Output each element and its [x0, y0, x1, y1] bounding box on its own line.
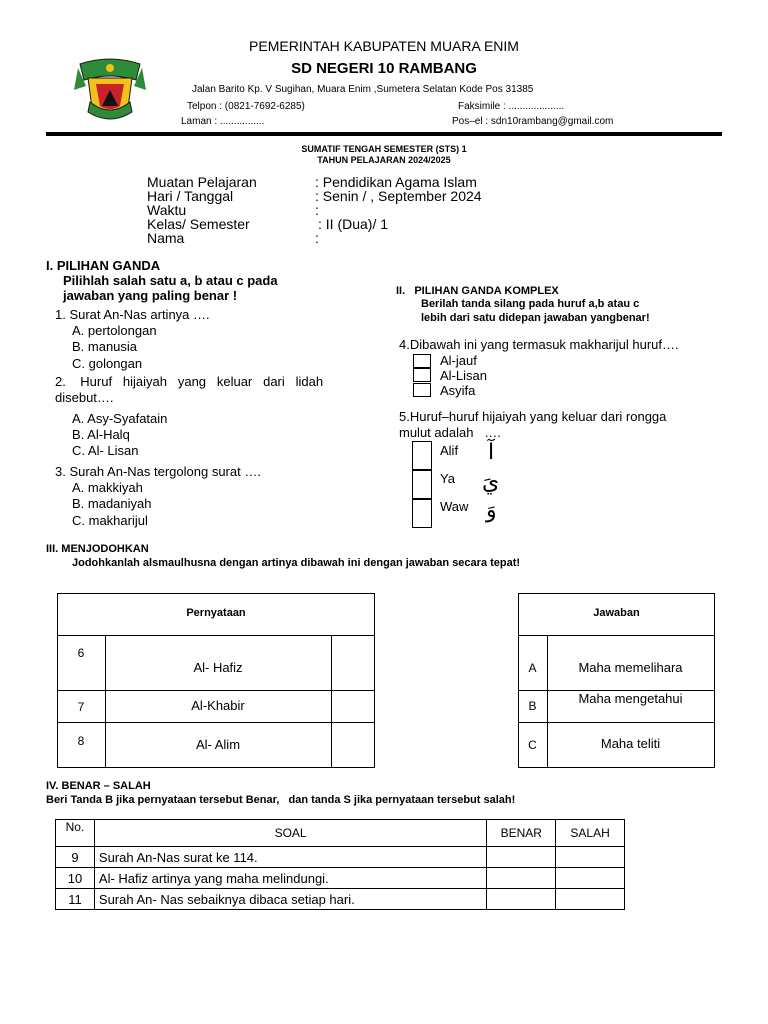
row-no: 10: [56, 868, 95, 889]
q5-checkbox-a[interactable]: [412, 441, 432, 470]
question-5-line2: mulut adalah ….: [399, 425, 501, 440]
matching-statement-header: Pernyataan: [186, 607, 246, 619]
table-header-row: [56, 820, 625, 847]
info-label-class: Kelas/ Semester: [147, 216, 250, 232]
header-soal: SOAL: [94, 820, 486, 847]
info-label-subject: Muatan Pelajaran: [147, 174, 257, 190]
school-fax: Faksimile : ....................: [458, 101, 565, 112]
info-value-time: :: [315, 202, 319, 218]
government-title: PEMERINTAH KABUPATEN MUARA ENIM: [249, 38, 519, 54]
header-no: No.: [56, 820, 95, 847]
question-3: 3. Surah An-Nas tergolong surat ….: [55, 464, 261, 479]
matching-letter-c: C: [528, 738, 537, 752]
question-2-line2: disebut….: [55, 390, 114, 405]
info-value-date: : Senin / , September 2024: [315, 188, 482, 204]
school-address: Jalan Barito Kp. V Sugihan, Muara Enim ,Sumetera Selatan Kode Pos 31385: [192, 84, 534, 95]
matching-answer-b: Maha mengetahui: [578, 691, 683, 706]
answer-benar-cell[interactable]: [487, 868, 556, 889]
answer-salah-cell[interactable]: [556, 889, 625, 910]
q5-option-c: Waw: [440, 499, 469, 514]
q4-option-a: Al-jauf: [440, 353, 477, 368]
section1-instruction-1: Pilihlah salah satu a, b atau c pada: [63, 273, 278, 288]
question-1: 1. Surat An-Nas artinya ….: [55, 307, 210, 322]
info-value-name: :: [315, 230, 319, 246]
section2-instruction-2: lebih dari satu didepan jawaban yangbenar!: [421, 312, 650, 324]
q5-option-a: Alif: [440, 443, 459, 458]
q4-checkbox-b[interactable]: [413, 368, 431, 382]
matching-no-7: 7: [77, 700, 85, 714]
question-4: 4.Dibawah ini yang termasuk makharijul huruf….: [399, 337, 679, 352]
q5-option-b: Ya: [440, 471, 455, 486]
info-label-name: Nama: [147, 230, 185, 246]
section4-instruction: Beri Tanda B jika pernyataan tersebut Benar, dan tanda S jika pernyataan tersebut salah!: [46, 794, 516, 806]
q2-option-a: A. Asy-Syafatain: [72, 411, 168, 426]
matching-statement-6: Al- Hafiz: [193, 660, 243, 675]
info-label-time: Waktu: [147, 202, 187, 218]
q1-option-c: C. golongan: [72, 356, 143, 371]
section3-title: III. MENJODOHKAN: [46, 543, 149, 555]
section1-instruction-2: jawaban yang paling benar !: [63, 288, 238, 303]
exam-title: SUMATIF TENGAH SEMESTER (STS) 1: [301, 144, 467, 154]
q5-arabic-waw: وَ: [486, 498, 497, 523]
question-5-line1-wrap: [399, 409, 723, 424]
q5-checkbox-c[interactable]: [412, 499, 432, 528]
header-divider: [46, 132, 722, 136]
q4-option-b: Al-Lisan: [440, 368, 487, 383]
matching-answer-c: Maha teliti: [600, 736, 661, 751]
q2-option-c: C. Al- Lisan: [72, 443, 139, 458]
section4-title: IV. BENAR – SALAH: [46, 780, 151, 792]
q5-arabic-ya: يَ: [482, 470, 500, 495]
row-soal: Al- Hafiz artinya yang maha melindungi.: [94, 868, 486, 889]
header-benar: BENAR: [487, 820, 556, 847]
section2-instruction-1: Berilah tanda silang pada huruf a,b atau c: [421, 298, 640, 310]
q4-checkbox-a[interactable]: [413, 354, 431, 368]
table-row: [56, 889, 625, 910]
q1-option-a: A. pertolongan: [72, 323, 157, 338]
q2-option-b: B. Al-Halq: [72, 427, 130, 442]
answer-benar-cell[interactable]: [487, 847, 556, 868]
row-no: 11: [56, 889, 95, 910]
true-false-table: [55, 819, 625, 910]
school-email: Pos–el : sdn10rambang@gmail.com: [452, 116, 614, 127]
section1-title: I. PILIHAN GANDA: [46, 258, 161, 273]
question-2-line1: 2. Huruf hijaiyah yang keluar dari lidah: [55, 374, 324, 389]
q5-arabic-alif: آ: [488, 440, 495, 465]
q3-option-c: C. makharijul: [72, 513, 148, 528]
matching-letter-b: B: [528, 699, 537, 713]
matching-answer-a: Maha memelihara: [578, 660, 683, 675]
q4-option-c: Asyifa: [440, 383, 476, 398]
info-label-date: Hari / Tanggal: [147, 188, 234, 204]
section2-title: II. PILIHAN GANDA KOMPLEX: [396, 285, 559, 297]
q4-checkbox-c[interactable]: [413, 383, 431, 397]
matching-no-8: 8: [77, 734, 85, 748]
matching-no-6: 6: [77, 646, 85, 660]
school-website: Laman : ................: [181, 116, 265, 127]
question-5-line1: 5.Huruf–huruf hijaiyah yang keluar dari rongga: [399, 409, 667, 424]
exam-year: TAHUN PELAJARAN 2024/2025: [317, 155, 451, 165]
answer-benar-cell[interactable]: [487, 889, 556, 910]
row-soal: Surah An-Nas surat ke 114.: [94, 847, 486, 868]
answer-salah-cell[interactable]: [556, 847, 625, 868]
q3-option-a: A. makkiyah: [72, 480, 143, 495]
info-value-subject: : Pendidikan Agama Islam: [315, 174, 477, 190]
matching-statement-8: Al- Alim: [195, 737, 241, 752]
info-value-class: : II (Dua)/ 1: [318, 216, 389, 232]
matching-statement-7: Al-Khabir: [191, 698, 245, 713]
answer-salah-cell[interactable]: [556, 868, 625, 889]
q3-option-b: B. madaniyah: [72, 496, 152, 511]
school-phone: Telpon : (0821-7692-6285): [187, 101, 305, 112]
row-no: 9: [56, 847, 95, 868]
section3-instruction: Jodohkanlah alsmaulhusna dengan artinya dibawah ini dengan jawaban secara tepat!: [72, 557, 521, 569]
q1-option-b: B. manusia: [72, 339, 138, 354]
table-row: [56, 847, 625, 868]
matching-answer-header: Jawaban: [593, 607, 640, 619]
q5-checkbox-b[interactable]: [412, 470, 432, 499]
header-salah: SALAH: [556, 820, 625, 847]
matching-letter-a: A: [528, 661, 537, 675]
school-name: SD NEGERI 10 RAMBANG: [291, 60, 477, 77]
table-row: [56, 868, 625, 889]
row-soal: Surah An- Nas sebaiknya dibaca setiap hari.: [94, 889, 486, 910]
